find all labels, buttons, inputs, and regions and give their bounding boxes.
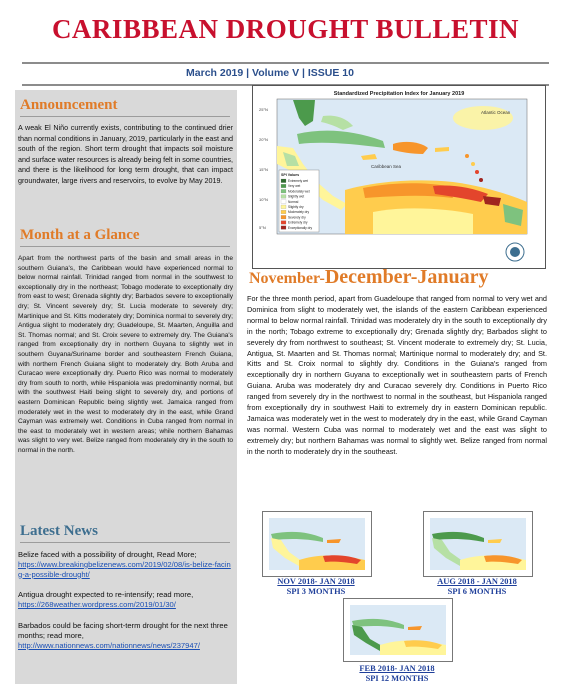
spi-map-graphic xyxy=(253,86,545,268)
news-text: Belize faced with a possibility of drought, Read More; xyxy=(18,550,197,559)
news-text: Antigua drought expected to re-intensify; read more, xyxy=(18,590,194,600)
announcement-divider xyxy=(20,116,230,117)
legend-title: SPI Values xyxy=(281,173,300,177)
atlantic-label: Atlantic Ocean xyxy=(481,110,511,115)
glance-divider xyxy=(20,246,230,247)
caption-line: AUG 2018 - JAN 2018 xyxy=(437,577,517,586)
legend-label: Moderately dry xyxy=(288,210,310,215)
period-title-part: November- xyxy=(249,270,325,287)
news-divider xyxy=(20,542,230,543)
caption-line: SPI 12 MONTHS xyxy=(365,674,429,683)
news-item xyxy=(18,590,234,610)
news-heading: Latest News xyxy=(20,523,98,539)
legend-swatch xyxy=(281,179,286,183)
caption-line: NOV 2018- JAN 2018 xyxy=(277,577,355,586)
sidebar xyxy=(15,90,237,684)
news-list xyxy=(18,550,234,661)
lesser-antilles-dot xyxy=(479,178,483,182)
thumb-spi-6 xyxy=(423,511,533,577)
legend-label: Extremely wet xyxy=(288,179,309,183)
thumb-spi-3 xyxy=(262,511,372,577)
caption-line: FEB 2018- JAN 2018 xyxy=(359,664,435,673)
thumb-map-graphic xyxy=(424,512,532,576)
legend-swatch xyxy=(281,189,286,193)
legend-swatch xyxy=(281,184,286,188)
thumb-caption-spi-6 xyxy=(417,577,537,597)
period-summary: For the three month period, apart from Guadeloupe that ranged from normal to very wet and Dominica from slight to moderately wet, the islands of the eastern Caribbean experienced normal to below normal rainfall. Trinidad was moderately dry in the south to exceptionally dry in the north; Tobago extreme to exceptionally dry; Grenada slightly dry; Barbados slight to severely dry from northwest to southeast; St. Vincent moderate to extremely dry; St. Lucia, Antigua, St. Maarten and St. Thomas normal; Martinique normal to moderately dry; and St. Kitts and St. Croix normal to slightly dry. Conditions in the Guiana's ranged from exceptionally dry in northern Guyana to exceptionally wet in southeastern parts of French Guiana. Aruba was moderately dry and Curacao severely dry. Conditions in Puerto Rico ranged from severely dry in the northwest to normal in the southeast, but Hispaniola ranged from exceptionally dry in southwest Haiti to extremely dry in eastern Dominican republic. Jamaica was moderately wet in the west to moderately dry in the east, while Grand Cayman was normal. Western Cuba was normal to moderately wet and the east was slight to extremely dry; but northern Bahamas was normal to slightly wet. Belize ranged from normal in the north to moderately dry in the southeast. xyxy=(247,294,547,456)
glance-text: Apart from the northwest parts of the basin and small areas in the southern Guiana's, the Caribbean would have experienced normal to below normal rainfall. Trinidad ranged from normal in the southwest to exceptionally dry in the northeast; Tobago moderate to exceptionally dry from east to west; Grenada slightly dry; Barbados severe to exceptionally dry; St. Vincent severely dry; St. Lucia moderate to severely dry; Martinique and St. Kitts moderately dry; Dominica normal to severely dry; Antigua slight to moderately dry; Guadeloupe, St. Maarten, Anguilla and St. Thomas normal; and St. Croix severe to extremely dry. The Guiana's ranged from exceptionally dry in northern Guyana to slightly wet in southern Guyana/Suriname border and southeastern French Guiana, with northern French Guiana slight to moderately dry. Both Aruba and Curacao were exceptionally dry. Puerto Rico was normal to moderately dry from south to north, while Hispaniola was predominantly normal, but with the southwest Haiti being slight to severely dry, and portions of eastern Dominican Republic being slightly wet. Jamaica ranged from moderately wet in the west to moderately dry in the east, while Grand Cayman was extremely wet. Conditions in Cuba ranged from normal in the east to moderately wet in western areas; while northern Bahamas was slight to very wet. Belize ranged from moderately dry in the south to normal in the north. xyxy=(18,255,233,454)
announcement-text: A weak El Niño currently exists, contributing to the continued drier than normal conditions in January, 2019, particularly in the east and south of the region. Short term drought that impacts soil moisture and surface water resources is already being felt in some countries, and there is the likelihood for long term drought, that can impact groundwater, large rivers and reservoirs, to evolve by May 2019. xyxy=(18,123,233,185)
glance-heading: Month at a Glance xyxy=(20,227,140,243)
lesser-antilles-dot xyxy=(471,162,475,166)
lat-tick: 10°N xyxy=(259,197,268,202)
header-rule-top xyxy=(22,62,549,64)
lat-tick: 25°N xyxy=(259,107,268,112)
legend-label: Exceptionally dry xyxy=(288,225,313,230)
legend-swatch xyxy=(281,215,286,219)
lat-tick: 15°N xyxy=(259,167,268,172)
period-title xyxy=(249,266,549,289)
news-link[interactable]: https://www.breakingbelizenews.com/2019/02/08/is-belize-facing-a-possible-drought/ xyxy=(18,559,231,579)
cimh-logo-inner xyxy=(510,247,520,257)
news-item xyxy=(18,621,234,650)
legend-label: Moderately wet xyxy=(288,189,310,194)
news-link[interactable]: https://268weather.wordpress.com/2019/01/30/ xyxy=(18,600,176,610)
legend-swatch xyxy=(281,226,286,230)
news-item xyxy=(18,550,234,579)
news-text: Barbados could be facing short-term drought for the next three months; read more, xyxy=(18,620,228,640)
period-title-part: December- xyxy=(324,266,418,288)
announcement-heading: Announcement xyxy=(20,97,118,113)
period-title-part: January xyxy=(417,266,489,288)
thumb-spi-12 xyxy=(343,598,453,662)
lesser-antilles-dot xyxy=(475,170,479,174)
legend-swatch xyxy=(281,210,286,214)
legend-label: Extremely dry xyxy=(288,220,308,225)
issue-line: March 2019 | Volume V | ISSUE 10 xyxy=(186,67,354,79)
legend-label: Severely dry xyxy=(288,215,306,220)
thumb-map-graphic xyxy=(344,599,452,661)
lat-tick: 20°N xyxy=(259,137,268,142)
caribbean-label: Caribbean Sea xyxy=(371,164,402,169)
legend-swatch xyxy=(281,195,286,199)
map-legend xyxy=(279,170,319,232)
interior-normal xyxy=(373,208,473,234)
legend-label: Very wet xyxy=(288,184,301,189)
legend-label: Slightly wet xyxy=(288,194,305,199)
spi-map-january xyxy=(252,85,546,269)
legend-label: Slightly dry xyxy=(288,205,304,209)
caption-line: SPI 3 MONTHS xyxy=(286,587,346,596)
caption-line: SPI 6 MONTHS xyxy=(447,587,507,596)
legend-swatch xyxy=(281,221,286,225)
lesser-antilles-dot xyxy=(465,154,469,158)
map-title: Standardized Precipitation Index for January 2019 xyxy=(333,91,465,97)
legend-swatch xyxy=(281,205,286,209)
thumb-caption-spi-12 xyxy=(337,664,457,684)
thumb-caption-spi-3 xyxy=(256,577,376,597)
bulletin-title: CARIBBEAN DROUGHT BULLETIN xyxy=(51,14,520,44)
legend-swatch xyxy=(281,200,286,204)
news-link[interactable]: http://www.nationnews.com/nationnews/news/237947/ xyxy=(18,640,200,650)
lat-tick: 5°N xyxy=(259,225,266,230)
thumb-map-graphic xyxy=(263,512,371,576)
legend-label: Normal xyxy=(288,199,299,204)
